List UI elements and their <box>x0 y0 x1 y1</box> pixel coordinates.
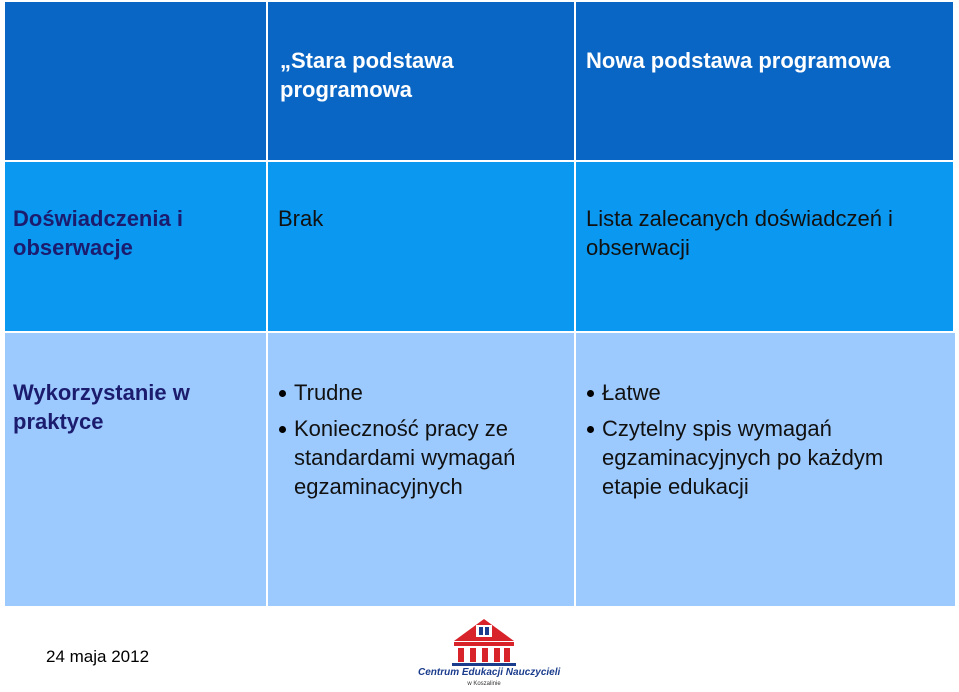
list-item: Łatwe <box>586 378 947 407</box>
new-experiences-cell: Lista zalecanych doświadczeń i obserwacji <box>576 162 955 333</box>
header-empty-cell <box>5 2 268 162</box>
new-practice-cell <box>576 333 955 608</box>
list-item: Czytelny spis wymagań egzaminacyjnych po każdym etapie edukacji <box>586 414 947 501</box>
row-label-experiences: Doświadczenia i obserwacje <box>5 162 268 333</box>
institution-logo <box>418 615 561 689</box>
new-practice-list <box>586 378 947 501</box>
header-old-curriculum: „Stara podstawa programowa <box>268 2 576 162</box>
header-new-curriculum: Nowa podstawa programowa <box>576 2 955 162</box>
old-practice-cell <box>268 333 576 608</box>
row-label-practice: Wykorzystanie w praktyce <box>5 333 268 608</box>
list-item: Konieczność pracy ze standardami wymagań egzaminacyjnych <box>278 414 566 501</box>
footer-date: 24 maja 2012 <box>46 647 150 666</box>
old-experiences-cell: Brak <box>268 162 576 333</box>
list-item: Trudne <box>278 378 566 407</box>
old-practice-list <box>278 378 566 501</box>
building-icon <box>418 615 550 667</box>
comparison-table <box>5 2 955 608</box>
logo-subtext: w Koszalinie <box>467 681 501 687</box>
logo-text: Centrum Edukacji Nauczycieli <box>418 667 561 678</box>
